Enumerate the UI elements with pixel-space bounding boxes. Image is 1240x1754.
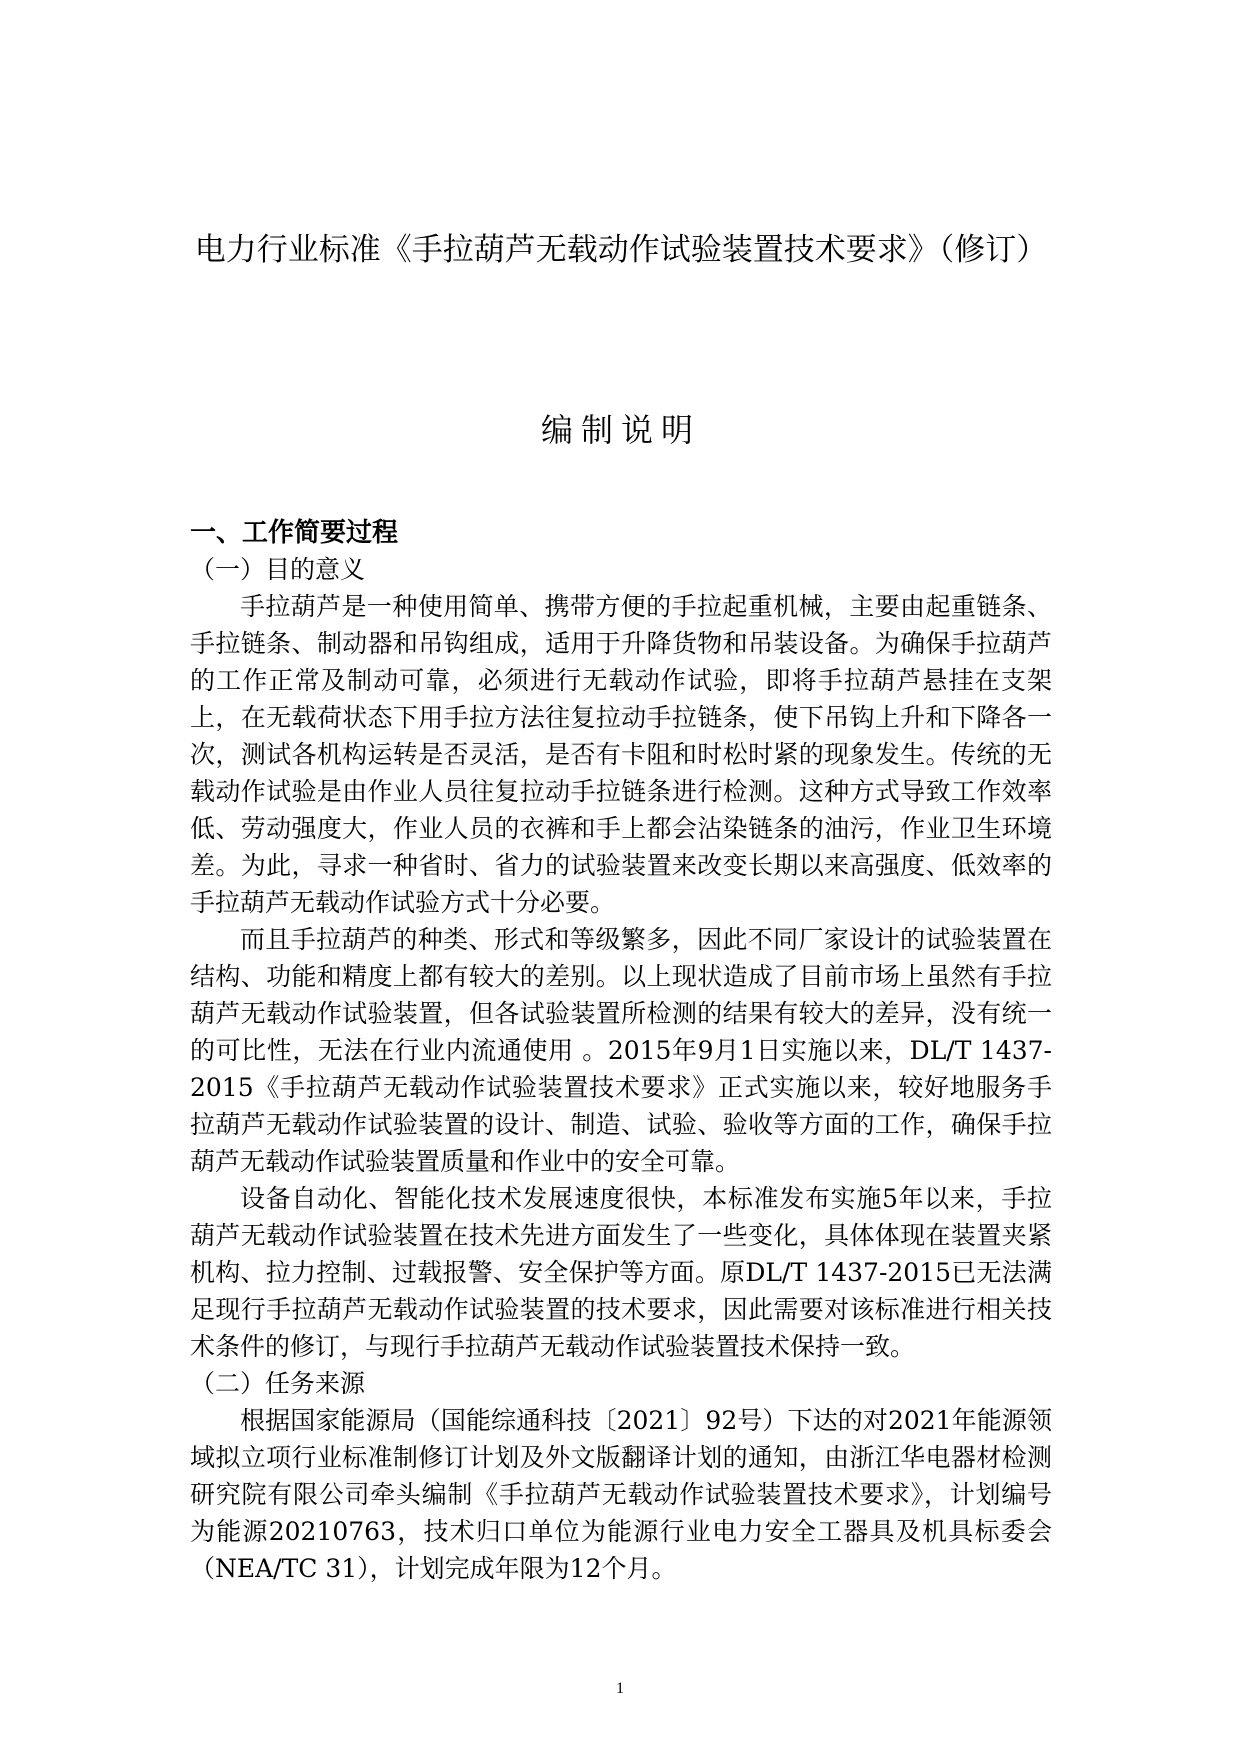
subsection-heading-task-source: （二）任务来源 <box>190 1369 366 1398</box>
paragraph-purpose-2: 而且手拉葫芦的种类、形式和等级繁多，因此不同厂家设计的试验装置在结构、功能和精度上都有较大的差别。以上现状造成了目前市场上虽然有手拉葫芦无载动作试验装置，但各试验装置所检测的结果有较大的差异，没有统一的可比性，无法在行业内流通使用 。2015年9月1日实施以来，DL/T 1437-2015《手拉葫芦无载动作试验装置技术要求》正式实施以来，较好地服务手拉葫芦无载动作试验装置的设计、制造、试验、验收等方面的工作，确保手拉葫芦无载动作试验装置质量和作业中的安全可靠。 <box>190 925 1052 1176</box>
paragraph-purpose-1: 手拉葫芦是一种使用简单、携带方便的手拉起重机械，主要由起重链条、手拉链条、制动器和吊钩组成，适用于升降货物和吊装设备。为确保手拉葫芦的工作正常及制动可靠，必须进行无载动作试验，即将手拉葫芦悬挂在支架上，在无载荷状态下用手拉方法往复拉动手拉链条，使下吊钩上升和下降各一次，测试各机构运转是否灵活，是否有卡阻和时松时紧的现象发生。传统的无载动作试验是由作业人员往复拉动手拉链条进行检测。这种方式导致工作效率低、劳动强度大，作业人员的衣裤和手上都会沾染链条的油污，作业卫生环境差。为此，寻求一种省时、省力的试验装置来改变长期以来高强度、低效率的手拉葫芦无载动作试验方式十分必要。 <box>190 592 1052 917</box>
section-heading-work-process: 一、工作简要过程 <box>190 518 399 548</box>
paragraph-purpose-3: 设备自动化、智能化技术发展速度很快，本标准发布实施5年以来，手拉葫芦无载动作试验装置在技术先进方面发生了一些变化，具体体现在装置夹紧机构、拉力控制、过载报警、安全保护等方面。原DL/T 1437-2015已无法满足现行手拉葫芦无载动作试验装置的技术要求，因此需要对该标准进行相关技术条件的修订，与现行手拉葫芦无载动作试验装置技术保持一致。 <box>190 1184 1052 1361</box>
page-number: 1 <box>616 1680 624 1697</box>
document-subtitle: 编制说明 <box>540 411 701 449</box>
paragraph-task-source: 根据国家能源局（国能综通科技〔2021〕92号）下达的对2021年能源领域拟立项行业标准制修订计划及外文版翻译计划的通知，由浙江华电器材检测研究院有限公司牵头编制《手拉葫芦无载动作试验装置技术要求》，计划编号为能源20210763，技术归口单位为能源行业电力安全工器具及机具标委会（NEA/TC 31），计划完成年限为12个月。 <box>190 1406 1052 1583</box>
subsection-heading-purpose: （一）目的意义 <box>190 555 366 584</box>
document-title: 电力行业标准《手拉葫芦无载动作试验装置技术要求》（修订） <box>194 232 1048 268</box>
document-body <box>190 515 1052 1587</box>
